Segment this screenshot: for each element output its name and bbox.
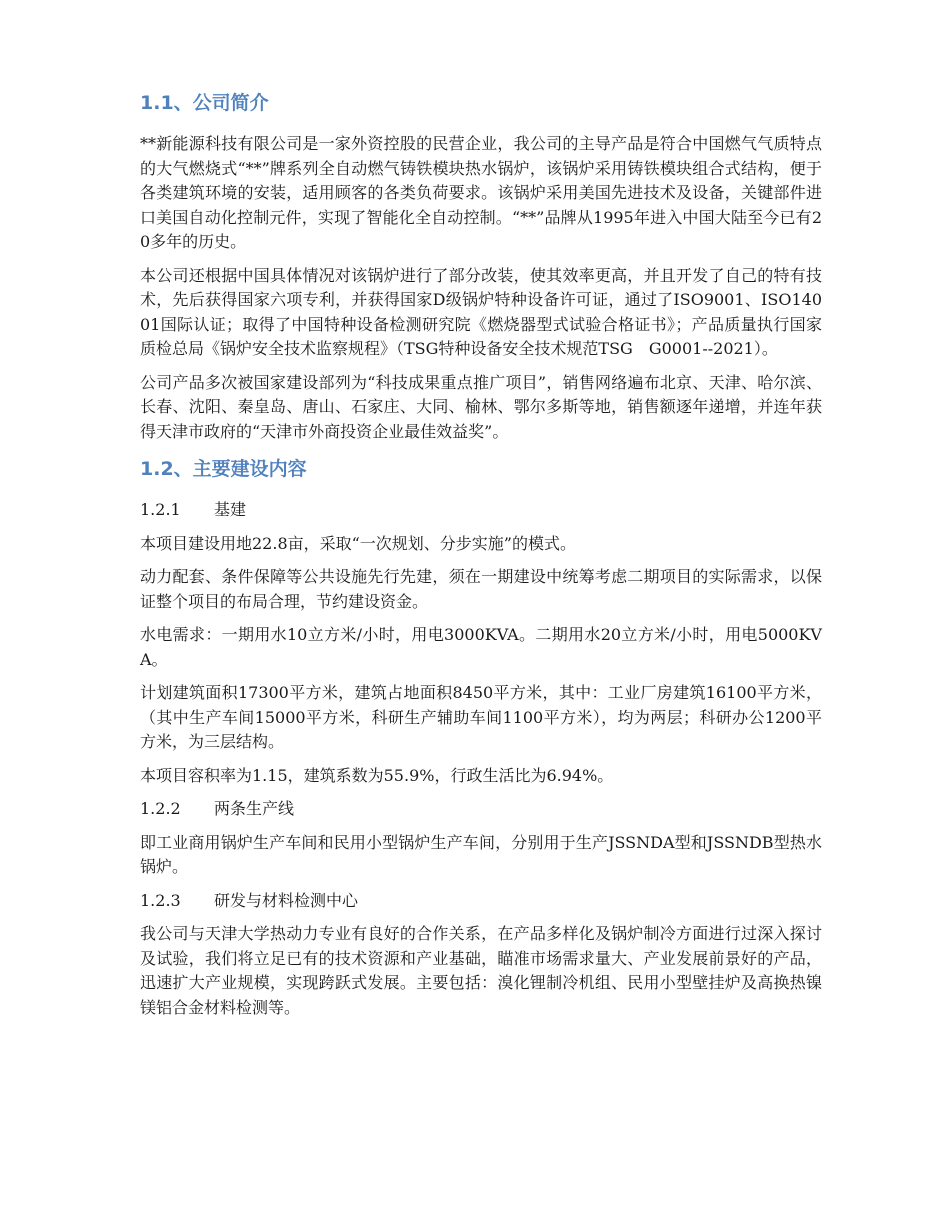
section-heading-company-profile: 1.1、公司简介 [140,92,269,114]
document-page [140,88,822,1029]
paragraph: 公司产品多次被国家建设部列为“科技成果重点推广项目”，销售网络遍布北京、天津、哈尔滨、长春、沈阳、秦皇岛、唐山、石家庄、大同、榆林、鄂尔多斯等地，销售额逐年递增，并连年获得天津市政府的“天津市外商投资企业最佳效益奖”。 [140,372,822,441]
paragraph: 即工业商用锅炉生产车间和民用小型锅炉生产车间，分别用于生产JSSNDA型和JSSNDB型热水锅炉。 [140,832,822,876]
subsection-number: 1.2.1 [140,500,181,519]
subsection-number: 1.2.2 [140,799,181,818]
paragraph: 计划建筑面积17300平方米，建筑占地面积8450平方米，其中：工业厂房建筑16100平方米，（其中生产车间15000平方米，科研生产辅助车间1100平方米），均为两层；科研办公1200平方米，为三层结构。 [140,683,822,751]
paragraph: 动力配套、条件保障等公共设施先行先建，须在一期建设中统筹考虑二期项目的实际需求，以保证整个项目的布局合理，节约建设资金。 [140,567,822,611]
paragraph: 本项目容积率为1.15，建筑系数为55.9%，行政生活比为6.94%。 [140,765,614,785]
subsection-title: 基建 [214,500,247,519]
paragraph: 本项目建设用地22.8亩，采取“一次规划、分步实施”的模式。 [140,533,576,553]
paragraph: 本公司还根据中国具体情况对该锅炉进行了部分改装，使其效率更高，并且开发了自己的特有技术，先后获得国家六项专利，并获得国家D级锅炉特种设备许可证，通过了ISO9001、ISO14001国际认证；取得了中国特种设备检测研究院《燃烧器型式试验合格证书》；产品质量执行国家质检总局《锅炉安全技术监察规程》（TSG特种设备安全技术规范TSG G0001--2021）。 [140,265,822,358]
section-heading-main-construction: 1.2、主要建设内容 [140,458,307,480]
subsection-title: 两条生产线 [214,799,295,818]
subsection-number: 1.2.3 [140,890,181,910]
subsection-title: 研发与材料检测中心 [214,890,359,910]
paragraph: 水电需求：一期用水10立方米/小时，用电3000KVA。二期用水20立方米/小时，用电5000KVA。 [140,625,822,669]
subsection-heading-production-lines [140,797,822,822]
paragraph: **新能源科技有限公司是一家外资控股的民营企业，我公司的主导产品是符合中国燃气气质特点的大气燃烧式“**”牌系列全自动燃气铸铁模块热水锅炉，该锅炉采用铸铁模块组合式结构，便于各类建筑环境的安装，适用顾客的各类负荷要求。该锅炉采用美国先进技术及设备，关键部件进口美国自动化控制元件，实现了智能化全自动控制。“**”品牌从1995年进入中国大陆至今已有20多年的历史。 [140,134,822,251]
paragraph: 我公司与天津大学热动力专业有良好的合作关系，在产品多样化及锅炉制冷方面进行过深入探讨及试验，我们将立足已有的技术资源和产业基础，瞄准市场需求量大、产业发展前景好的产品，迅速扩大产业规模，实现跨跃式发展。主要包括：溴化锂制冷机组、民用小型壁挂炉及高换热镍镁铝合金材料检测等。 [140,924,822,1017]
subsection-heading-infrastructure [140,498,822,523]
subsection-heading-rd-center [140,889,822,914]
